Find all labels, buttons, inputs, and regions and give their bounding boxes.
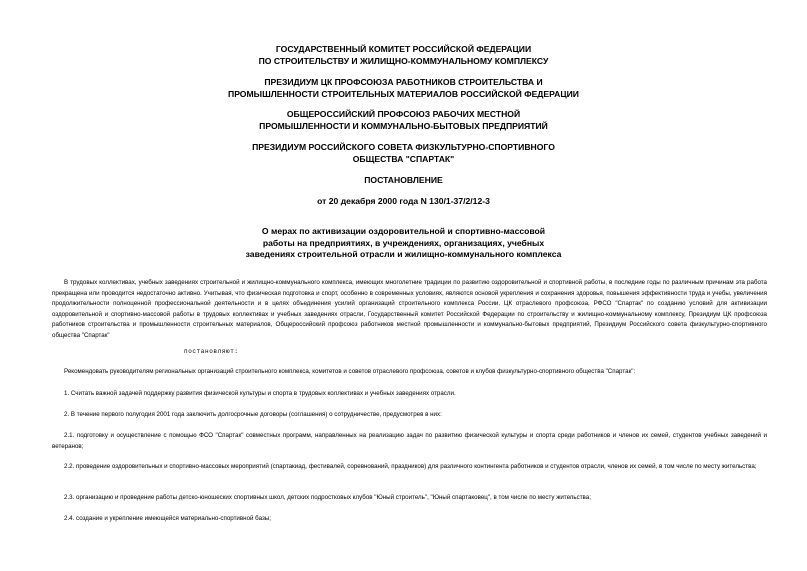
issuer-2: [0, 77, 807, 100]
document-date-number: [0, 196, 807, 208]
document-type: [0, 175, 807, 187]
paragraph-item-1: 1. Считать важной задачей поддержку развития физической культуры и спорта в трудовых коллективах и учебных заведениях отрасли.: [64, 390, 456, 397]
paragraph-item-2-2: 2.2. проведение оздоровительных и спортивно-массовых мероприятий (спартакиад, фестивалей, соревнований, праздников) для различного контингента работников и студентов отрасли, членов их семей, в том числе по месту жительства;: [64, 463, 757, 470]
paragraph-item-2: 2. В течение первого полугодия 2001 года заключить долгосрочные договоры (соглашения) о сотрудничестве, предусмотрев в них:: [64, 411, 442, 418]
issuer-4-line-1: ПРЕЗИДИУМ РОССИЙСКОГО СОВЕТА ФИЗКУЛЬТУРНО-СПОРТИВНОГО: [252, 142, 555, 152]
issuer-2-line-1: ПРЕЗИДИУМ ЦК ПРОФСОЮЗА РАБОТНИКОВ СТРОИТЕЛЬСТВА И: [264, 77, 543, 87]
issuer-3-line-2: ПРОМЫШЛЕННОСТИ И КОММУНАЛЬНО-БЫТОВЫХ ПРЕДПРИЯТИЙ: [259, 120, 548, 131]
preamble-paragraph: В трудовых коллективах, учебных заведениях строительной и жилищно-коммунального комплекса, имеющих многолетние традиции по развитию оздоровительной и спортивной работы, в последние годы по различным причинам эта работа прекращена или проводится недостаточно активно. Учитывая, что физическая подготовка и спорт, особенно в современных условиях, являются основой укрепления и сохранения здоровья, повышения эффективности труда и учебы, увеличения продолжительности полноценной профессиональной деятельности и в целях объединения усилий организаций строительного комплекса России, ЦК отраслевого профсоюза, РФСО "Спартак" по созданию условий для активизации оздоровительной и спортивно-массовой работы в трудовых коллективах и учебных заведениях отрасли, Государственный комитет Российской Федерации по строительству и жилищно-коммунальному комплексу, Президиум ЦК профсоюза работников строительства и промышленности строительных материалов, Общероссийский профсоюз работников местной промышленности и коммунально-бытовых предприятий, Президиум Российского совета физкультурно-спортивного общества "Спартак": [52, 279, 767, 339]
document-title-line-2: работы на предприятиях, в учреждениях, организациях, учебных: [262, 237, 545, 248]
issuer-1: [0, 44, 807, 67]
issuer-2-line-2: ПРОМЫШЛЕННОСТИ СТРОИТЕЛЬНЫХ МАТЕРИАЛОВ РОССИЙСКОЙ ФЕДЕРАЦИИ: [228, 88, 579, 99]
resolve-word: постановляют:: [184, 348, 239, 355]
paragraph-item-2-3: 2.3. организацию и проведение работы детско-юношеских спортивных школ, детских подростковых клубов "Юный строитель", "Юный спартаковец", в том числе по месту жительства;: [64, 494, 591, 501]
issuer-4-line-2: ОБЩЕСТВА "СПАРТАК": [352, 153, 455, 164]
issuer-3: [0, 109, 807, 132]
paragraph-item-2-4: 2.4. создание и укрепление имеющейся материально-спортивной базы;: [64, 515, 271, 522]
paragraph-item-2-1: 2.1. подготовку и осуществление с помощью ФСО "Спартак" совместных программ, направленных на реализацию задач по развитию физической культуры и спорта среди работников и членов их семей, студентов учебных заведений и ветеранов;: [52, 432, 767, 450]
paragraph-recommend: Рекомендовать руководителям региональных организаций строительного комплекса, комитетов и советов отраслевого профсоюза, советов и клубов физкультурно-спортивного общества "Спартак":: [64, 368, 636, 375]
document-date-number-text: от 20 декабря 2000 года N 130/1-37/2/12-3: [317, 196, 490, 206]
document-title-line-3: заведениях строительной отрасли и жилищно-коммунального комплекса: [245, 249, 562, 259]
document-type-label: ПОСТАНОВЛЕНИЕ: [364, 175, 443, 185]
issuer-1-line-1: ГОСУДАРСТВЕННЫЙ КОМИТЕТ РОССИЙСКОЙ ФЕДЕРАЦИИ: [275, 44, 532, 54]
document-title: [0, 226, 807, 261]
issuer-3-line-1: ОБЩЕРОССИЙСКИЙ ПРОФСОЮЗ РАБОЧИХ МЕСТНОЙ: [286, 109, 521, 119]
issuer-4: [0, 142, 807, 165]
document-title-line-1: О мерах по активизации оздоровительной и спортивно-массовой: [261, 226, 546, 236]
issuer-1-line-2: ПО СТРОИТЕЛЬСТВУ И ЖИЛИЩНО-КОММУНАЛЬНОМУ КОМПЛЕКСУ: [258, 55, 549, 66]
